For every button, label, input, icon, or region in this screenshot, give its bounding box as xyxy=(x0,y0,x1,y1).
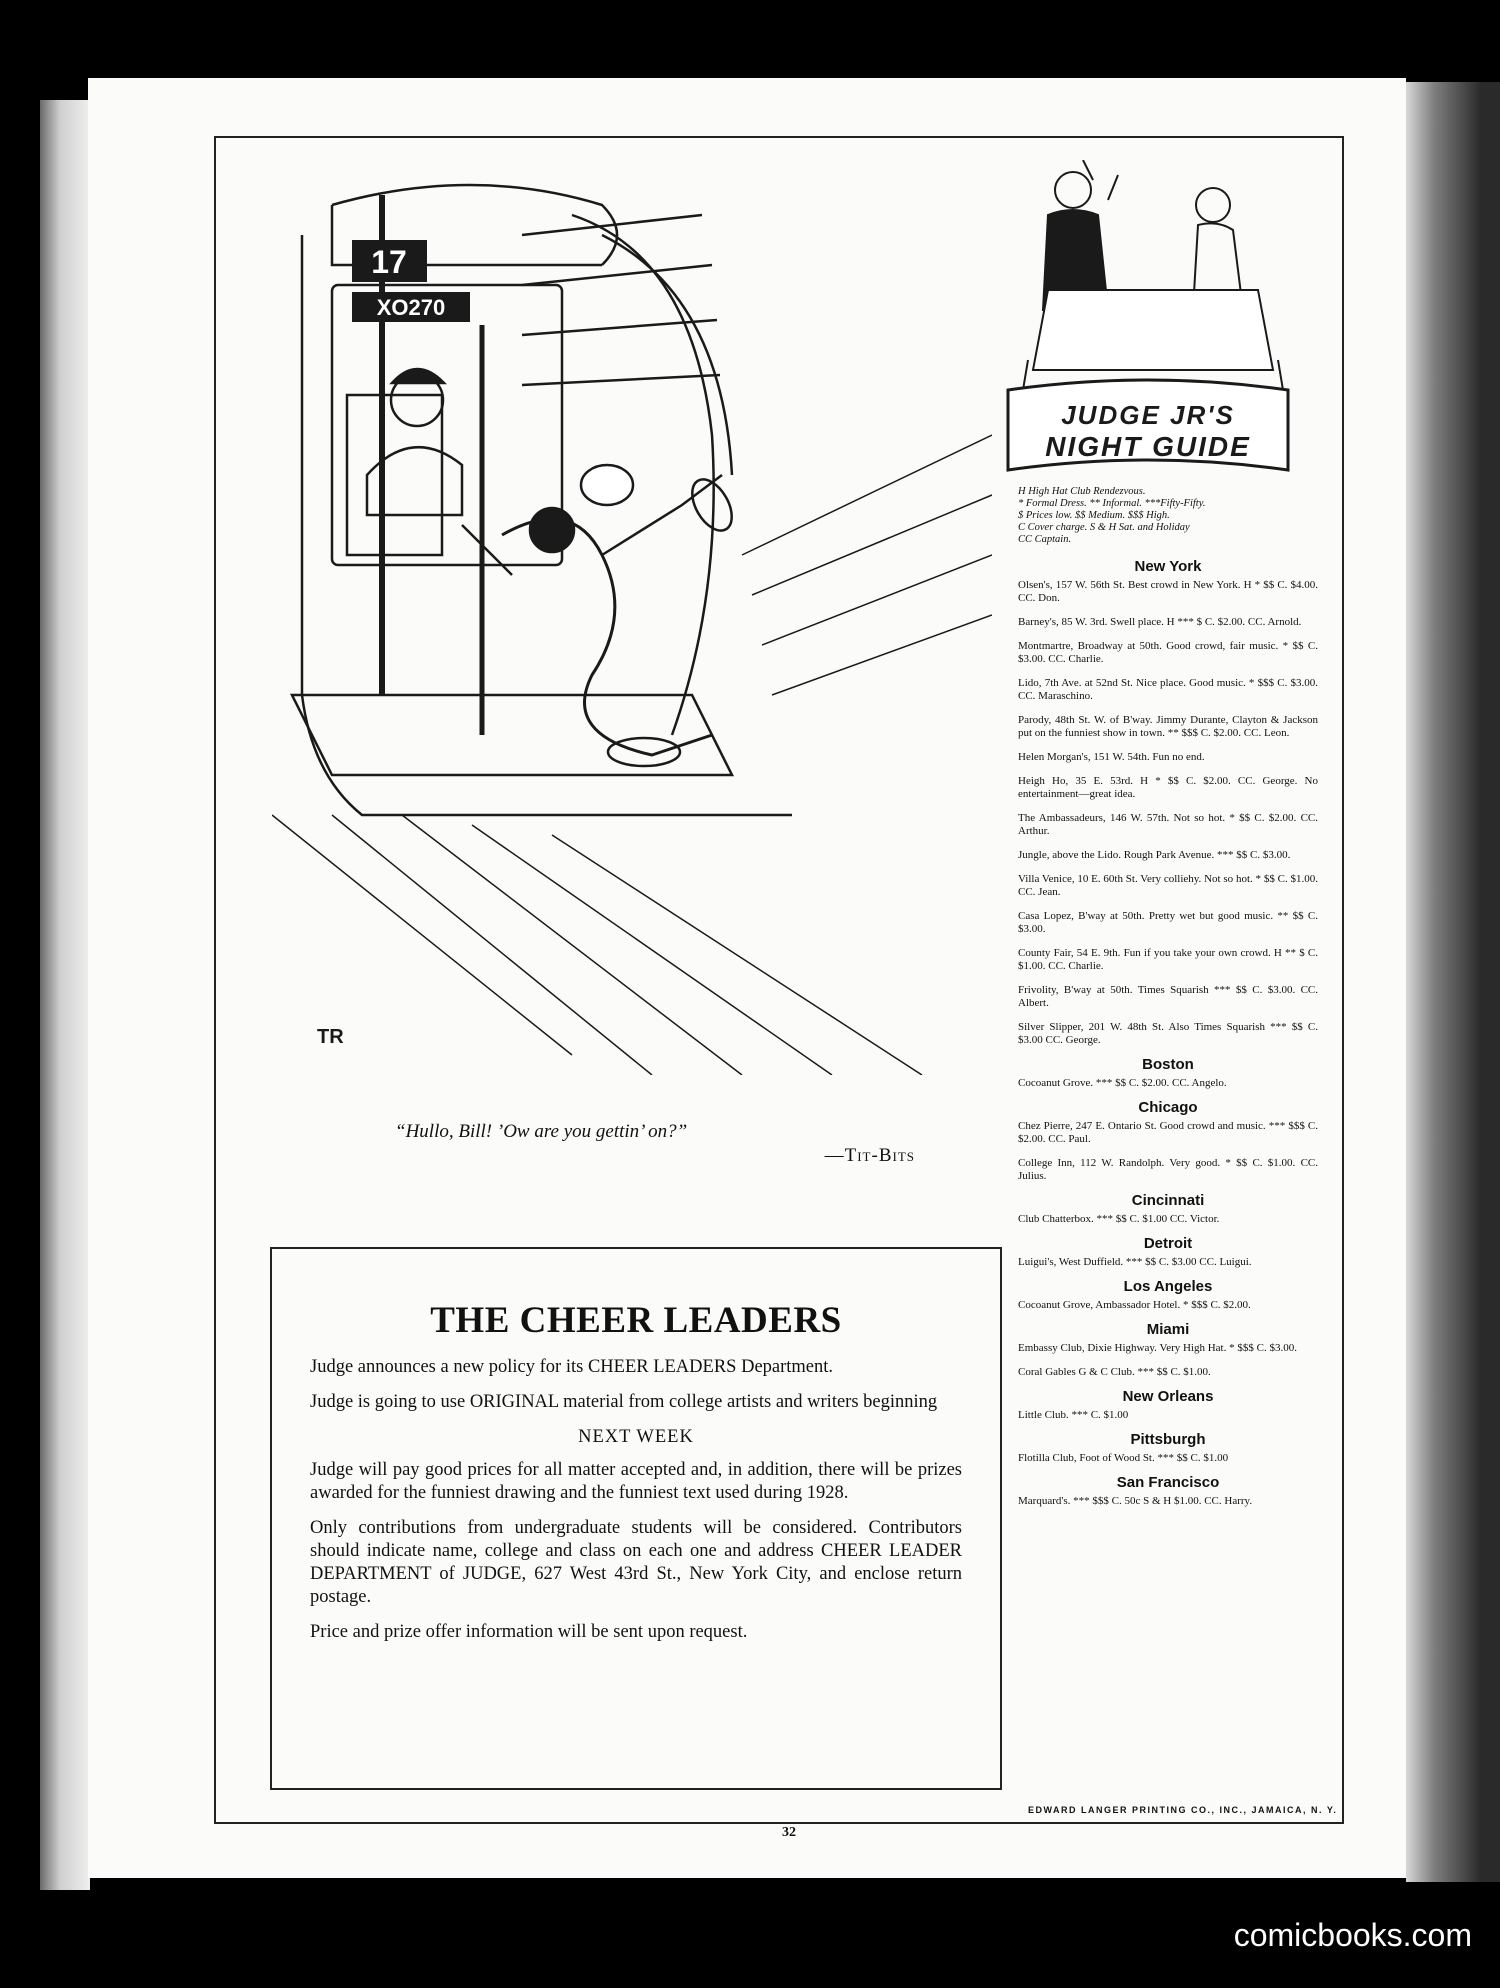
guide-entry: Coral Gables G & C Club. *** $$ C. $1.00. xyxy=(1018,1366,1211,1378)
legend-line: CC Captain. xyxy=(1018,534,1072,545)
legend-line: C Cover charge. S & H Sat. and Holiday xyxy=(1018,522,1190,533)
guide-city-heading: Boston xyxy=(1142,1056,1194,1073)
cheer-paragraph-6: Price and prize offer information will be sent upon request. xyxy=(310,1622,748,1642)
guide-entry: Silver Slipper, 201 W. 48th St. Also Times Squarish *** $$ C. $3.00 CC. George. xyxy=(1018,1021,1318,1046)
watermark: comicbooks.com xyxy=(1233,1917,1472,1953)
night-guide-listings xyxy=(1018,486,1318,1519)
guide-entry: Frivolity, B'way at 50th. Times Squarish *** $$ C. $3.00. CC. Albert. xyxy=(1018,984,1318,1009)
guide-entry: Heigh Ho, 35 E. 53rd. H * $$ C. $2.00. CC. George. No entertainment—great idea. xyxy=(1018,775,1318,800)
guide-entry: Jungle, above the Lido. Rough Park Avenue. *** $$ C. $3.00. xyxy=(1018,849,1291,861)
guide-city-heading: Miami xyxy=(1146,1321,1190,1338)
legend-line: $ Prices low. $$ Medium. $$$ High. xyxy=(1018,510,1170,521)
guide-city-heading: Pittsburgh xyxy=(1130,1431,1206,1448)
guide-entry: Barney's, 85 W. 3rd. Swell place. H *** $ C. $2.00. CC. Arnold. xyxy=(1018,616,1302,628)
guide-entry: Marquard's. *** $$$ C. 50c S & H $1.00. CC. Harry. xyxy=(1018,1495,1253,1507)
guide-city-heading: San Francisco xyxy=(1116,1474,1220,1491)
guide-entry: Chez Pierre, 247 E. Ontario St. Good crowd and music. *** $$$ C. $2.00. CC. Paul. xyxy=(1018,1120,1318,1145)
caption-credit: —Tit-Bits xyxy=(824,1145,915,1166)
guide-city-heading: Cincinnati xyxy=(1131,1192,1205,1209)
printer-imprint: EDWARD LANGER PRINTING CO., INC., JAMAICA, N. Y. xyxy=(1028,1805,1338,1815)
page-number: 32 xyxy=(782,1825,796,1840)
guide-entry: Olsen's, 157 W. 56th St. Best crowd in New York. H * $$ C. $4.00. CC. Don. xyxy=(1018,579,1318,604)
guide-city-heading: New Orleans xyxy=(1122,1388,1214,1405)
guide-entry: Montmartre, Broadway at 50th. Good crowd, fair music. * $$ C. $3.00. CC. Charlie. xyxy=(1018,640,1318,665)
night-guide-banner-illustration xyxy=(988,160,1308,480)
guide-city-heading: New York xyxy=(1134,558,1202,575)
cartoon-caption xyxy=(395,1120,915,1168)
guide-entry: Parody, 48th St. W. of B'way. Jimmy Durante, Clayton & Jackson put on the funniest show in town. ** $$$ C. $2.00. CC. Leon. xyxy=(1018,714,1318,739)
cheer-paragraph-1: Judge announces a new policy for its CHEER LEADERS Department. xyxy=(310,1357,834,1377)
guide-entry: Club Chatterbox. *** $$ C. $1.00 CC. Victor. xyxy=(1018,1213,1220,1225)
legend-line: H High Hat Club Rendezvous. xyxy=(1018,486,1146,497)
legend-line: * Formal Dress. ** Informal. ***Fifty-Fifty. xyxy=(1018,498,1206,509)
cheer-next-week: NEXT WEEK xyxy=(578,1427,694,1447)
guide-entry: Luigui's, West Duffield. *** $$ C. $3.00 CC. Luigui. xyxy=(1018,1256,1252,1268)
cheer-paragraph-5: Only contributions from undergraduate students will be considered. Contributors should indicate name, college and class on each one and address CHEER LEADER DEPARTMENT of JUDGE, 627 West 43rd St., New York City, and enclose return postage. xyxy=(310,1518,962,1607)
tram-route-number: 17 xyxy=(371,244,407,280)
tram-plate: XO270 xyxy=(376,295,446,320)
guide-entry: Little Club. *** C. $1.00 xyxy=(1018,1409,1129,1421)
guide-entry: Flotilla Club, Foot of Wood St. *** $$ C. $1.00 xyxy=(1018,1452,1229,1464)
guide-entry: The Ambassadeurs, 146 W. 57th. Not so hot. * $$ C. $2.00. CC. Arthur. xyxy=(1018,812,1318,837)
night-guide-banner-line1: JUDGE JR'S xyxy=(1061,400,1235,430)
guide-entry: College Inn, 112 W. Randolph. Very good. * $$ C. $1.00. CC. Julius. xyxy=(1018,1157,1318,1182)
cheer-paragraph-4: Judge will pay good prices for all matter accepted and, in addition, there will be prizes awarded for the funniest drawing and the funniest text used during 1928. xyxy=(310,1460,962,1503)
guide-entry: Embassy Club, Dixie Highway. Very High Hat. * $$$ C. $3.00. xyxy=(1018,1342,1297,1354)
guide-legend xyxy=(1018,486,1318,546)
caption-text: “Hullo, Bill! ’Ow are you gettin’ on?” xyxy=(395,1121,688,1142)
night-guide-banner-line2: NIGHT GUIDE xyxy=(1045,431,1251,462)
artist-signature: TR xyxy=(317,1026,344,1048)
guide-entry: County Fair, 54 E. 9th. Fun if you take your own crowd. H ** $ C. $1.00. CC. Charlie. xyxy=(1018,947,1318,972)
guide-entry: Helen Morgan's, 151 W. 54th. Fun no end. xyxy=(1018,751,1205,763)
guide-city-heading: Los Angeles xyxy=(1123,1278,1213,1295)
guide-city-heading: Detroit xyxy=(1143,1235,1193,1252)
cheer-leaders-title: THE CHEER LEADERS xyxy=(430,1300,842,1341)
cheer-leaders-box xyxy=(270,1247,1002,1790)
guide-sections xyxy=(1018,560,1318,1508)
cheer-paragraph-2: Judge is going to use ORIGINAL material from college artists and writers beginning xyxy=(310,1392,938,1412)
guide-entry: Lido, 7th Ave. at 52nd St. Nice place. Good music. * $$$ C. $3.00. CC. Maraschino. xyxy=(1018,677,1318,702)
guide-entry: Casa Lopez, B'way at 50th. Pretty wet but good music. ** $$ C. $3.00. xyxy=(1018,910,1318,935)
guide-entry: Cocoanut Grove. *** $$ C. $2.00. CC. Angelo. xyxy=(1018,1077,1227,1089)
guide-city-heading: Chicago xyxy=(1138,1099,1198,1116)
page-edge-left xyxy=(40,100,90,1890)
guide-entry: Cocoanut Grove, Ambassador Hotel. * $$$ C. $2.00. xyxy=(1018,1299,1251,1311)
tram-cartoon-illustration xyxy=(272,175,992,1075)
guide-entry: Villa Venice, 10 E. 60th St. Very colliehy. Not so hot. * $$ C. $1.00. CC. Jean. xyxy=(1018,873,1318,898)
page-edge-right xyxy=(1406,82,1500,1882)
